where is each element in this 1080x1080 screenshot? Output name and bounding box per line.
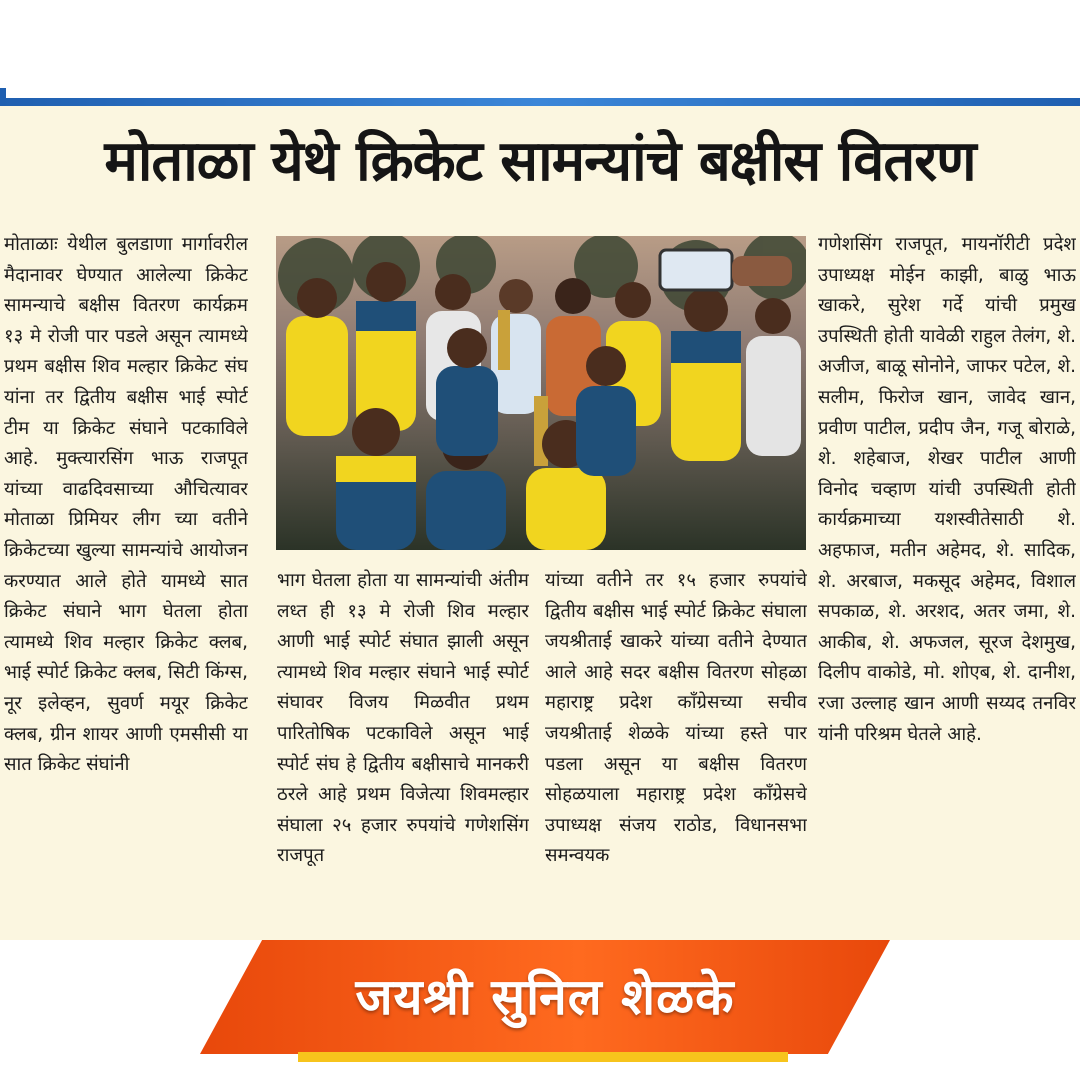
article-headline: मोताळा येथे क्रिकेट सामन्यांचे बक्षीस वितरण: [104, 129, 976, 194]
article-column-1: मोताळाः येथील बुलडाणा मार्गावरील मैदानावर घेण्यात आलेल्या क्रिकेट सामन्याचे बक्षीस वितरण कार्यक्रम १३ मे रोजी पार पडले असून त्यामध्ये प्रथम बक्षीस शिव मल्हार क्रिकेट संघ यांना तर द्वितीय बक्षीस भाई स्पोर्ट टीम या क्रिकेट संघाने पटकाविले आहे. मुक्त्यारसिंग भाऊ राजपूत यांच्या वाढदिवसाच्या औचित्यावर मोताळा प्रिमियर लीग च्या वतीने क्रिकेटच्या खुल्या सामन्यांचे आयोजन करण्यात आले होते यामध्ये सात क्रिकेट संघाने भाग घेतला होता त्यामध्ये शिव मल्हार क्रिकेट क्लब, भाई स्पोर्ट क्रिकेट क्लब, सिटी किंग्स, नूर इलेव्हन, सुवर्ण मयूर क्रिकेट क्लब, ग्रीन शायर आणी एमसीसी या सात क्रिकेट संघांनी: [4, 234, 248, 776]
top-blue-rule: [0, 98, 1080, 106]
banner-name-text: जयश्री सुनिल शेळके: [355, 968, 735, 1026]
article-column-2: भाग घेतला होता या सामन्यांची अंतीम लध्त ही १३ मे रोजी शिव मल्हार आणी भाई स्पोर्ट संघात झाली असून त्यामध्ये शिव मल्हार संघाने भाई स्पोर्ट संघावर विजय मिळवीत प्रथम पारितोषिक पटकाविले असून भाई स्पोर्ट संघ हे द्वितीय बक्षीसाचे मानकरी ठरले आहे प्रथम विजेत्या शिवमल्हार संघाला २५ हजार रुपयांचे गणेशसिंग राजपूत: [277, 566, 529, 936]
article-column-3: यांच्या वतीने तर १५ हजार रुपयांचे द्वितीय बक्षीस भाई स्पोर्ट क्रिकेट संघाला जयश्रीताई खाकरे यांच्या वतीने देण्यात आले आहे सदर बक्षीस वितरण सोहळा महाराष्ट्र प्रदेश काँग्रेसच्या सचीव जयश्रीताई शेळके यांच्या हस्ते पार पडला असून या बक्षीस वितरण सोहळयाला महाराष्ट्र प्रदेश काँग्रेसचे उपाध्यक्ष संजय राठोड, विधानसभा समन्वयक: [545, 566, 807, 936]
team-photo: [276, 236, 806, 550]
article-column-4: गणेशसिंग राजपूत, मायनॉरीटी प्रदेश उपाध्यक्ष मोईन काझी, बाळु भाऊ खाकरे, सुरेश गर्दे यांची प्रमुख उपस्थिती होती यावेळी राहुल तेलंग, शे. अजीज, बाळू सोनोने, जाफर पटेल, शे. सलीम, फिरोज खान, जावेद खान, प्रवीण पाटील, प्रदीप जैन, गजू बोराळे, शे. शहेबाज, शेखर पाटील आणी विनोद चव्हाण यांची उपस्थिती होती कार्यक्रमाच्या यशस्वीतेसाठी शे. अहफाज, मतीन अहेमद, शे. सादिक, शे. अरबाज, मकसूद अहेमद, विशाल सपकाळ, शे. अरशद, अतर जमा, शे. आकीब, शे. अफजल, सूरज देशमुख, दिलीप वाकोडे, मो. शोएब, शे. दानीश, रजा उल्लाह खान आणी सय्यद तनविर यांनी परिश्रम घेतले आहे.: [818, 234, 1076, 745]
banner-underline: [298, 1052, 788, 1062]
